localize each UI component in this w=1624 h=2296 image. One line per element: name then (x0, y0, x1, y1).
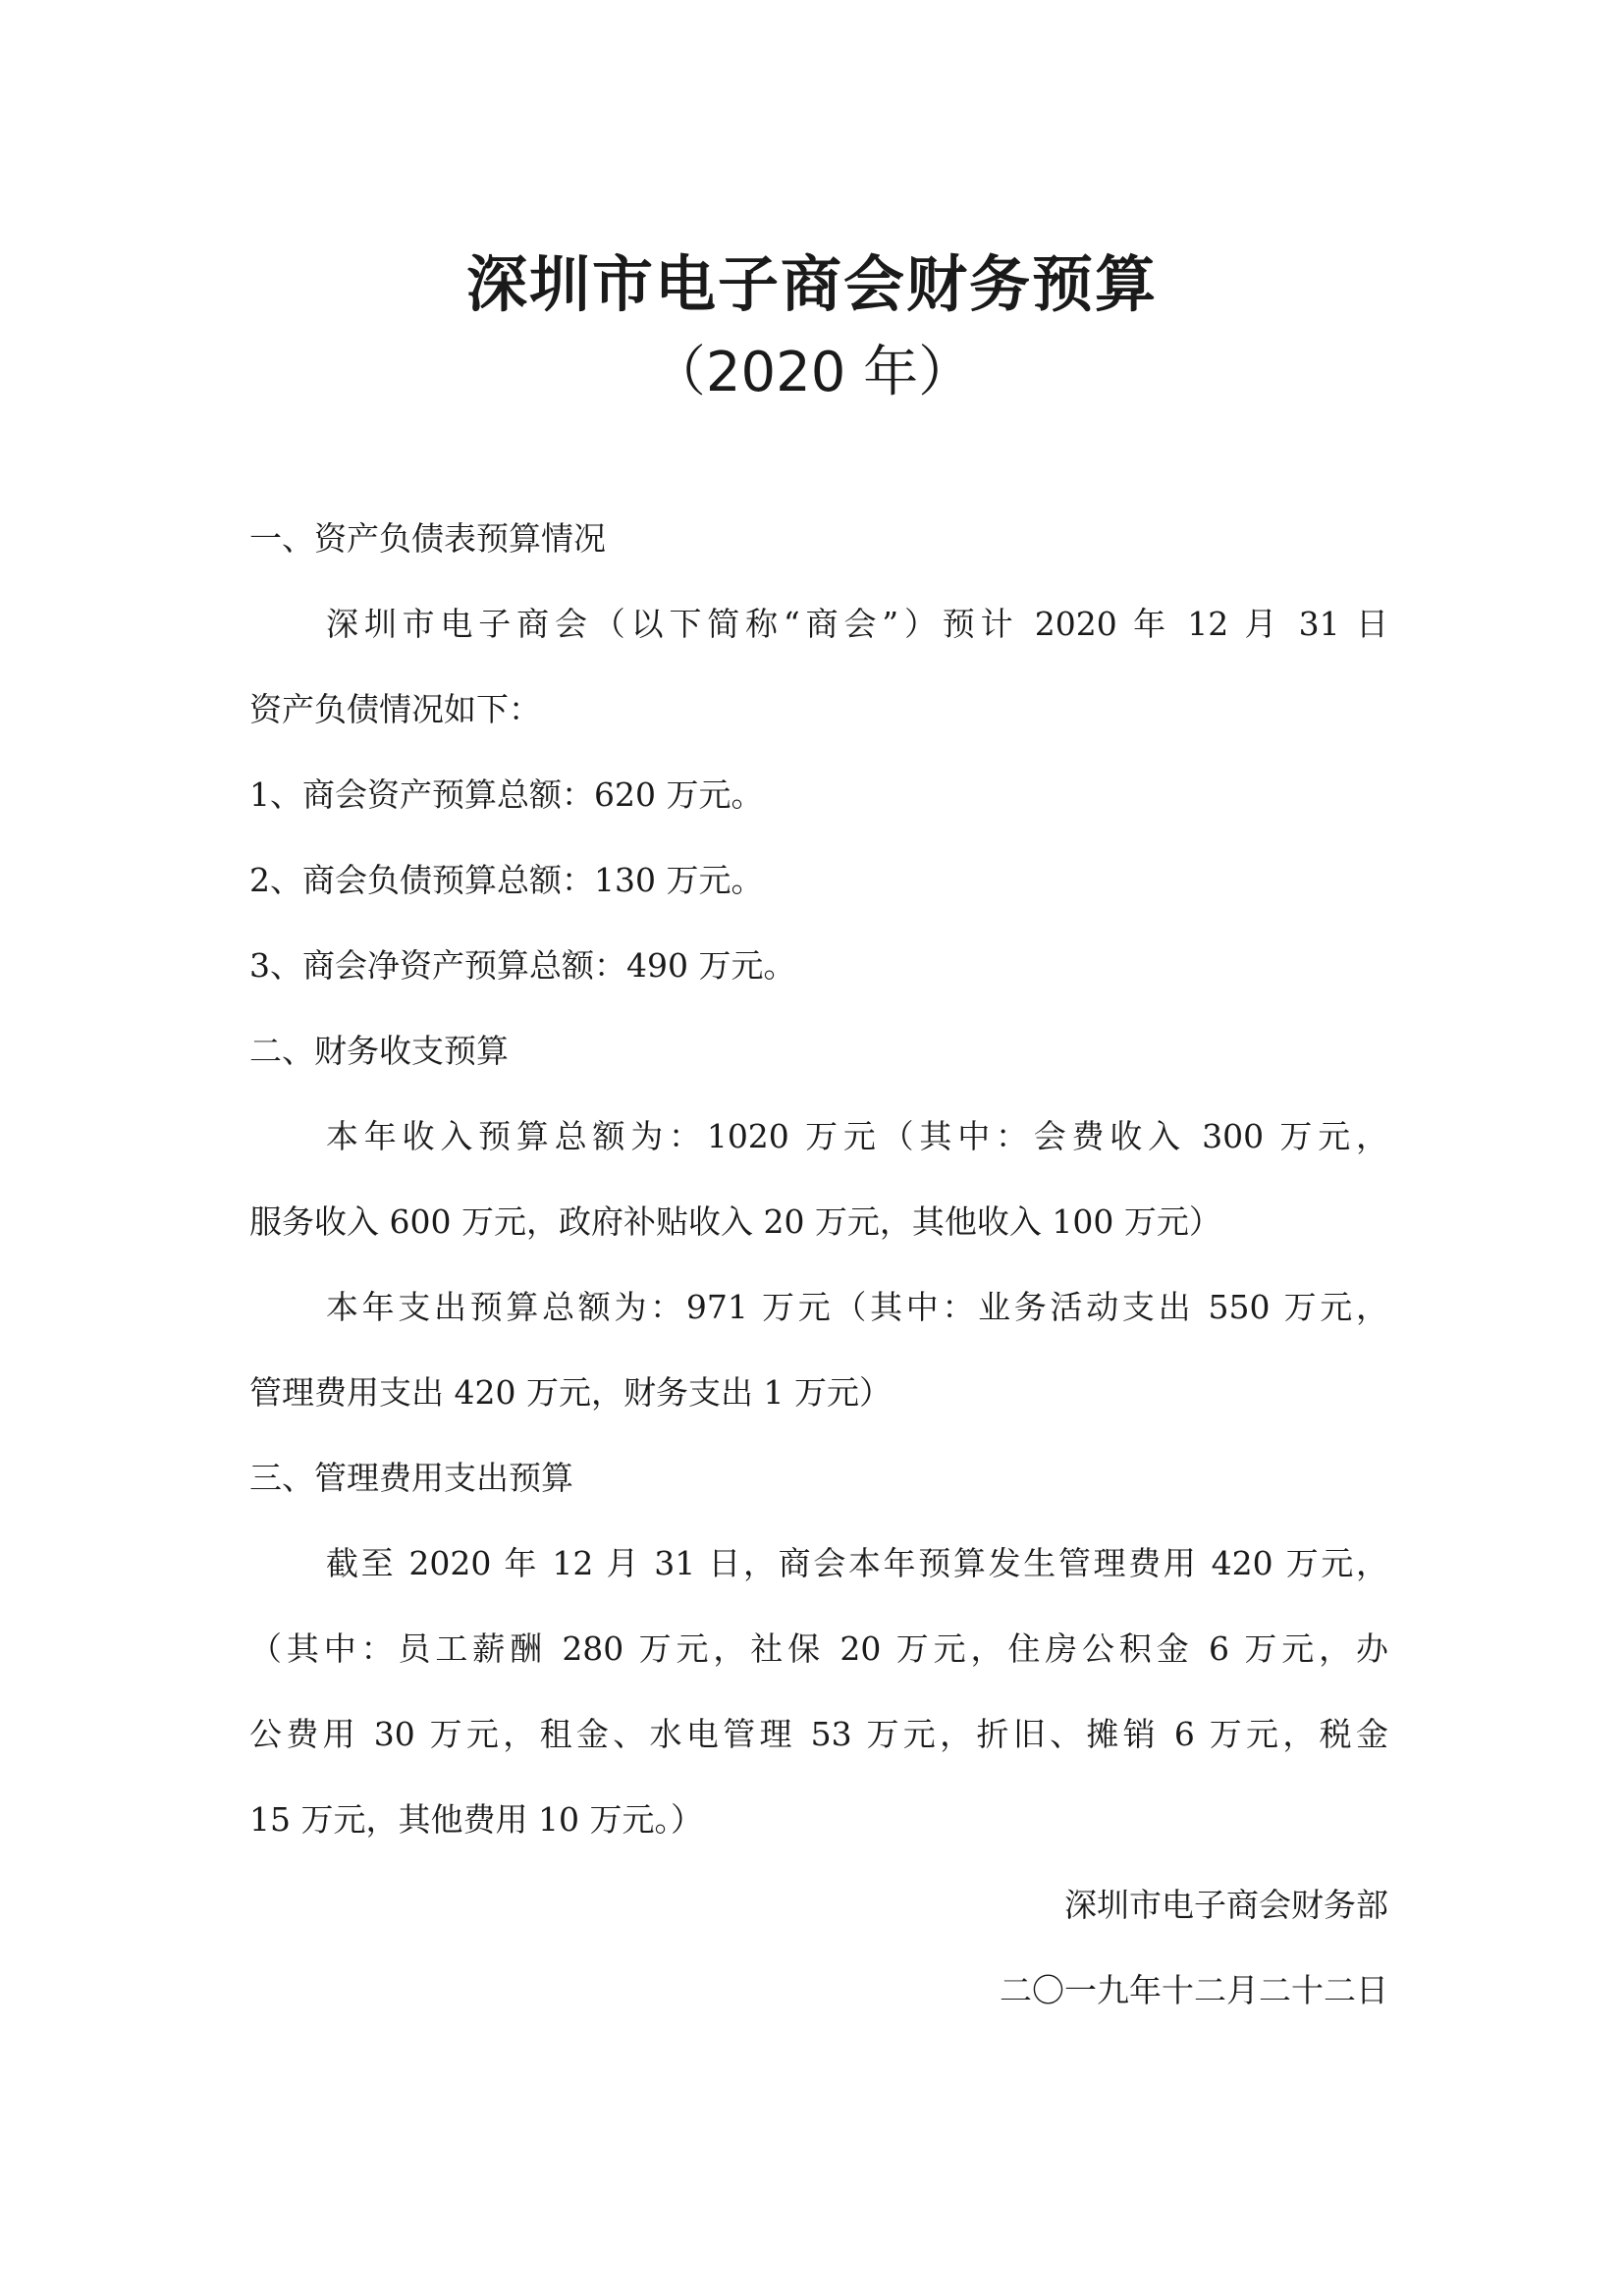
paragraph-line: 15 万元，其他费用 10 万元。） (249, 1800, 703, 1839)
paragraph-line: 服务收入 600 万元，政府补贴收入 20 万元，其他收入 100 万元） (249, 1202, 1221, 1241)
list-item-assets: 1、商会资产预算总额：620 万元。 (249, 775, 764, 814)
document-body (249, 496, 1388, 2033)
paragraph-line: 截至 2020 年 12 月 31 日，商会本年预算发生管理费用 420 万元， (326, 1544, 1388, 1582)
paragraph-line: 本年收入预算总额为：1020 万元（其中：会费收入 300 万元， (326, 1117, 1388, 1155)
paragraph-line: （其中：员工薪酬 280 万元，社保 20 万元，住房公积金 6 万元，办 (249, 1629, 1388, 1668)
paragraph-line: 本年支出预算总额为：971 万元（其中：业务活动支出 550 万元， (326, 1288, 1388, 1326)
signature-department: 深圳市电子商会财务部 (1064, 1886, 1388, 1924)
paragraph-line: 管理费用支出 420 万元，财务支出 1 万元） (249, 1373, 892, 1412)
document-title: 深圳市电子商会财务预算 (465, 248, 1158, 320)
list-item-net-assets: 3、商会净资产预算总额：490 万元。 (249, 946, 796, 985)
document-subtitle: （2020 年） (650, 341, 974, 404)
section-heading-income-expense: 二、财务收支预算 (249, 1032, 509, 1070)
section-heading-management-expense: 三、管理费用支出预算 (249, 1459, 573, 1497)
paragraph-line: 资产负债情况如下： (249, 690, 541, 728)
paragraph-line: 深圳市电子商会（以下简称“商会”）预计 2020 年 12 月 31 日 (326, 605, 1388, 643)
section-heading-balance-sheet: 一、资产负债表预算情况 (249, 519, 606, 558)
paragraph-line: 公费用 30 万元，租金、水电管理 53 万元，折旧、摊销 6 万元，税金 (249, 1715, 1388, 1753)
signature-date: 二〇一九年十二月二十二日 (1000, 1971, 1388, 2009)
list-item-liabilities: 2、商会负债预算总额：130 万元。 (249, 861, 764, 899)
